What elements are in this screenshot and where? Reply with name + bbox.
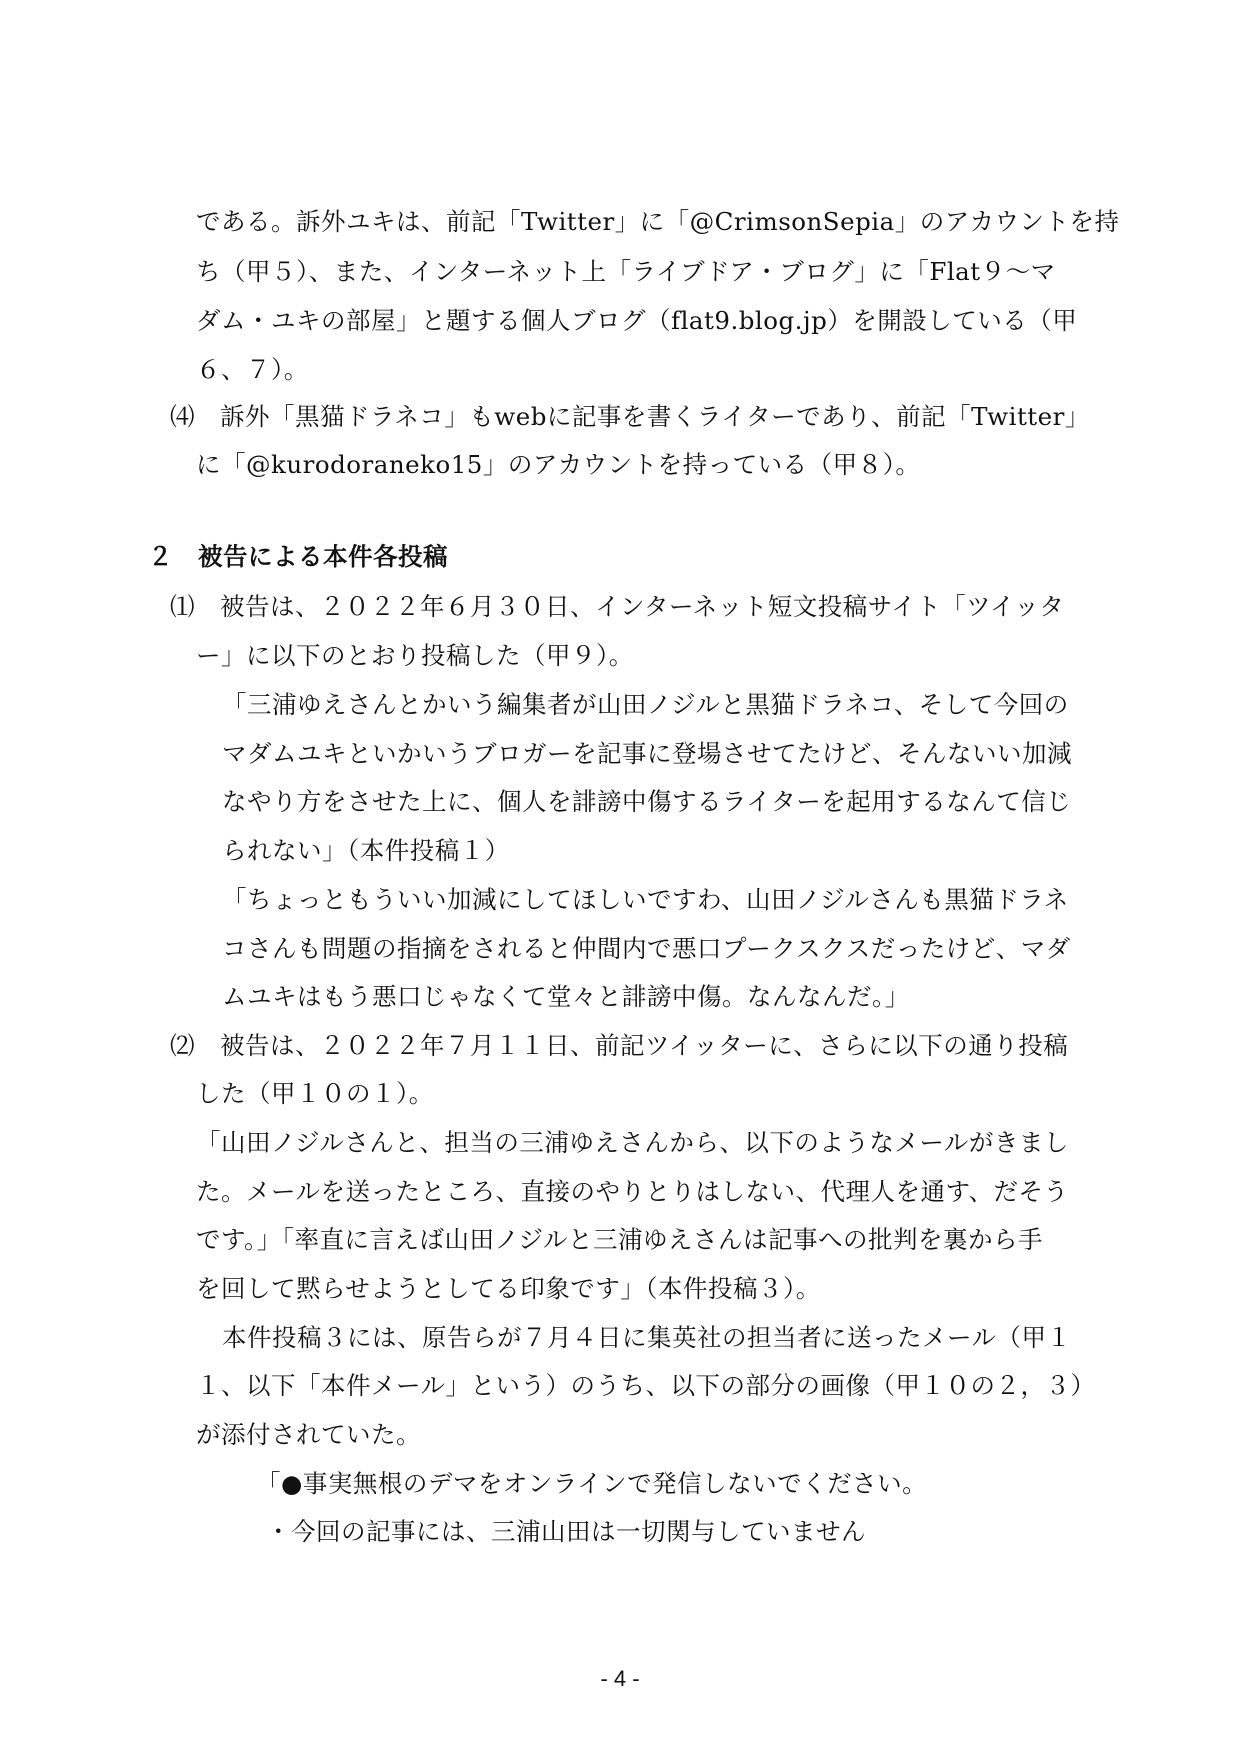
text-line: に「@kurodoraneko15」のアカウントを持っている（甲８）。: [196, 450, 921, 479]
text-line: ６、７）。: [196, 355, 309, 384]
quote-line: ムユキはもう悪口じゃなくて堂々と誹謗中傷。なんなんだ。」: [222, 982, 910, 1011]
list-item-1: ⑴ 被告は、２０２２年６月３０日、インターネット短文投稿サイト「ツイッタ: [170, 592, 1065, 621]
quote-line: を回して黙らせようとしてる印象です」（本件投稿３）。: [196, 1274, 821, 1303]
quote-line: 「山田ノジルさんと、担当の三浦ゆえさんから、以下のようなメールがきまし: [196, 1128, 1069, 1157]
quote-line: コさんも問題の指摘をされると仲間内で悪口プークスクスだったけど、マダ: [222, 934, 1071, 963]
list-item-2: ⑵ 被告は、２０２２年７月１１日、前記ツイッターに、さらに以下の通り投稿: [170, 1031, 1069, 1060]
text-line: した（甲１０の１）。: [196, 1079, 434, 1108]
list-item-4: ⑷ 訴外「黒猫ドラネコ」もwebに記事を書くライターであり、前記「Twitter」: [170, 402, 1090, 431]
text-line: ち（甲５）、また、インターネット上「ライブドア・ブログ」に「Flat９～マ: [196, 257, 1056, 286]
quote-line: 「三浦ゆえさんとかいう編集者が山田ノジルと黒猫ドラネコ、そして今回の: [222, 690, 1069, 719]
text-line: ダム・ユキの部屋」と題する個人ブログ（flat9.blog.jp）を開設している（甲: [196, 306, 1078, 335]
quote-line: ・今回の記事には、三浦山田は一切関与していません: [266, 1517, 866, 1546]
quote-line: た。メールを送ったところ、直接のやりとりはしない、代理人を通す、だそう: [196, 1177, 1069, 1206]
text-line: ー」に以下のとおり投稿した（甲９）。: [196, 641, 634, 670]
section-heading: ２ 被告による本件各投稿: [148, 542, 448, 571]
quote-line: られない」（本件投稿１）: [222, 836, 510, 865]
quote-line: マダムユキといかいうブロガーを記事に登場させてたけど、そんないい加減: [222, 739, 1072, 768]
paragraph-line: 本件投稿３には、原告らが７月４日に集英社の担当者に送ったメール（甲１: [222, 1323, 1072, 1352]
quote-line: です。」「率直に言えば山田ノジルと三浦ゆえさんは記事への批判を裏から手: [196, 1225, 1043, 1254]
quote-line: なやり方をさせた上に、個人を誹謗中傷するライターを起用するなんて信じ: [222, 787, 1072, 816]
text-line: が添付されていた。: [196, 1420, 421, 1449]
quote-line: 「●事実無根のデマをオンラインで発信しないでください。: [256, 1469, 928, 1498]
page-number: - 4 -: [600, 1666, 640, 1691]
quote-line: 「ちょっともういい加減にしてほしいですわ、山田ノジルさんも黒猫ドラネ: [222, 885, 1069, 914]
text-line: １、以下「本件メール」という）のうち、以下の部分の画像（甲１０の２，３）: [196, 1371, 1096, 1400]
text-line: である。訴外ユキは、前記「Twitter」に「@CrimsonSepia」のアカウントを持: [196, 207, 1120, 236]
